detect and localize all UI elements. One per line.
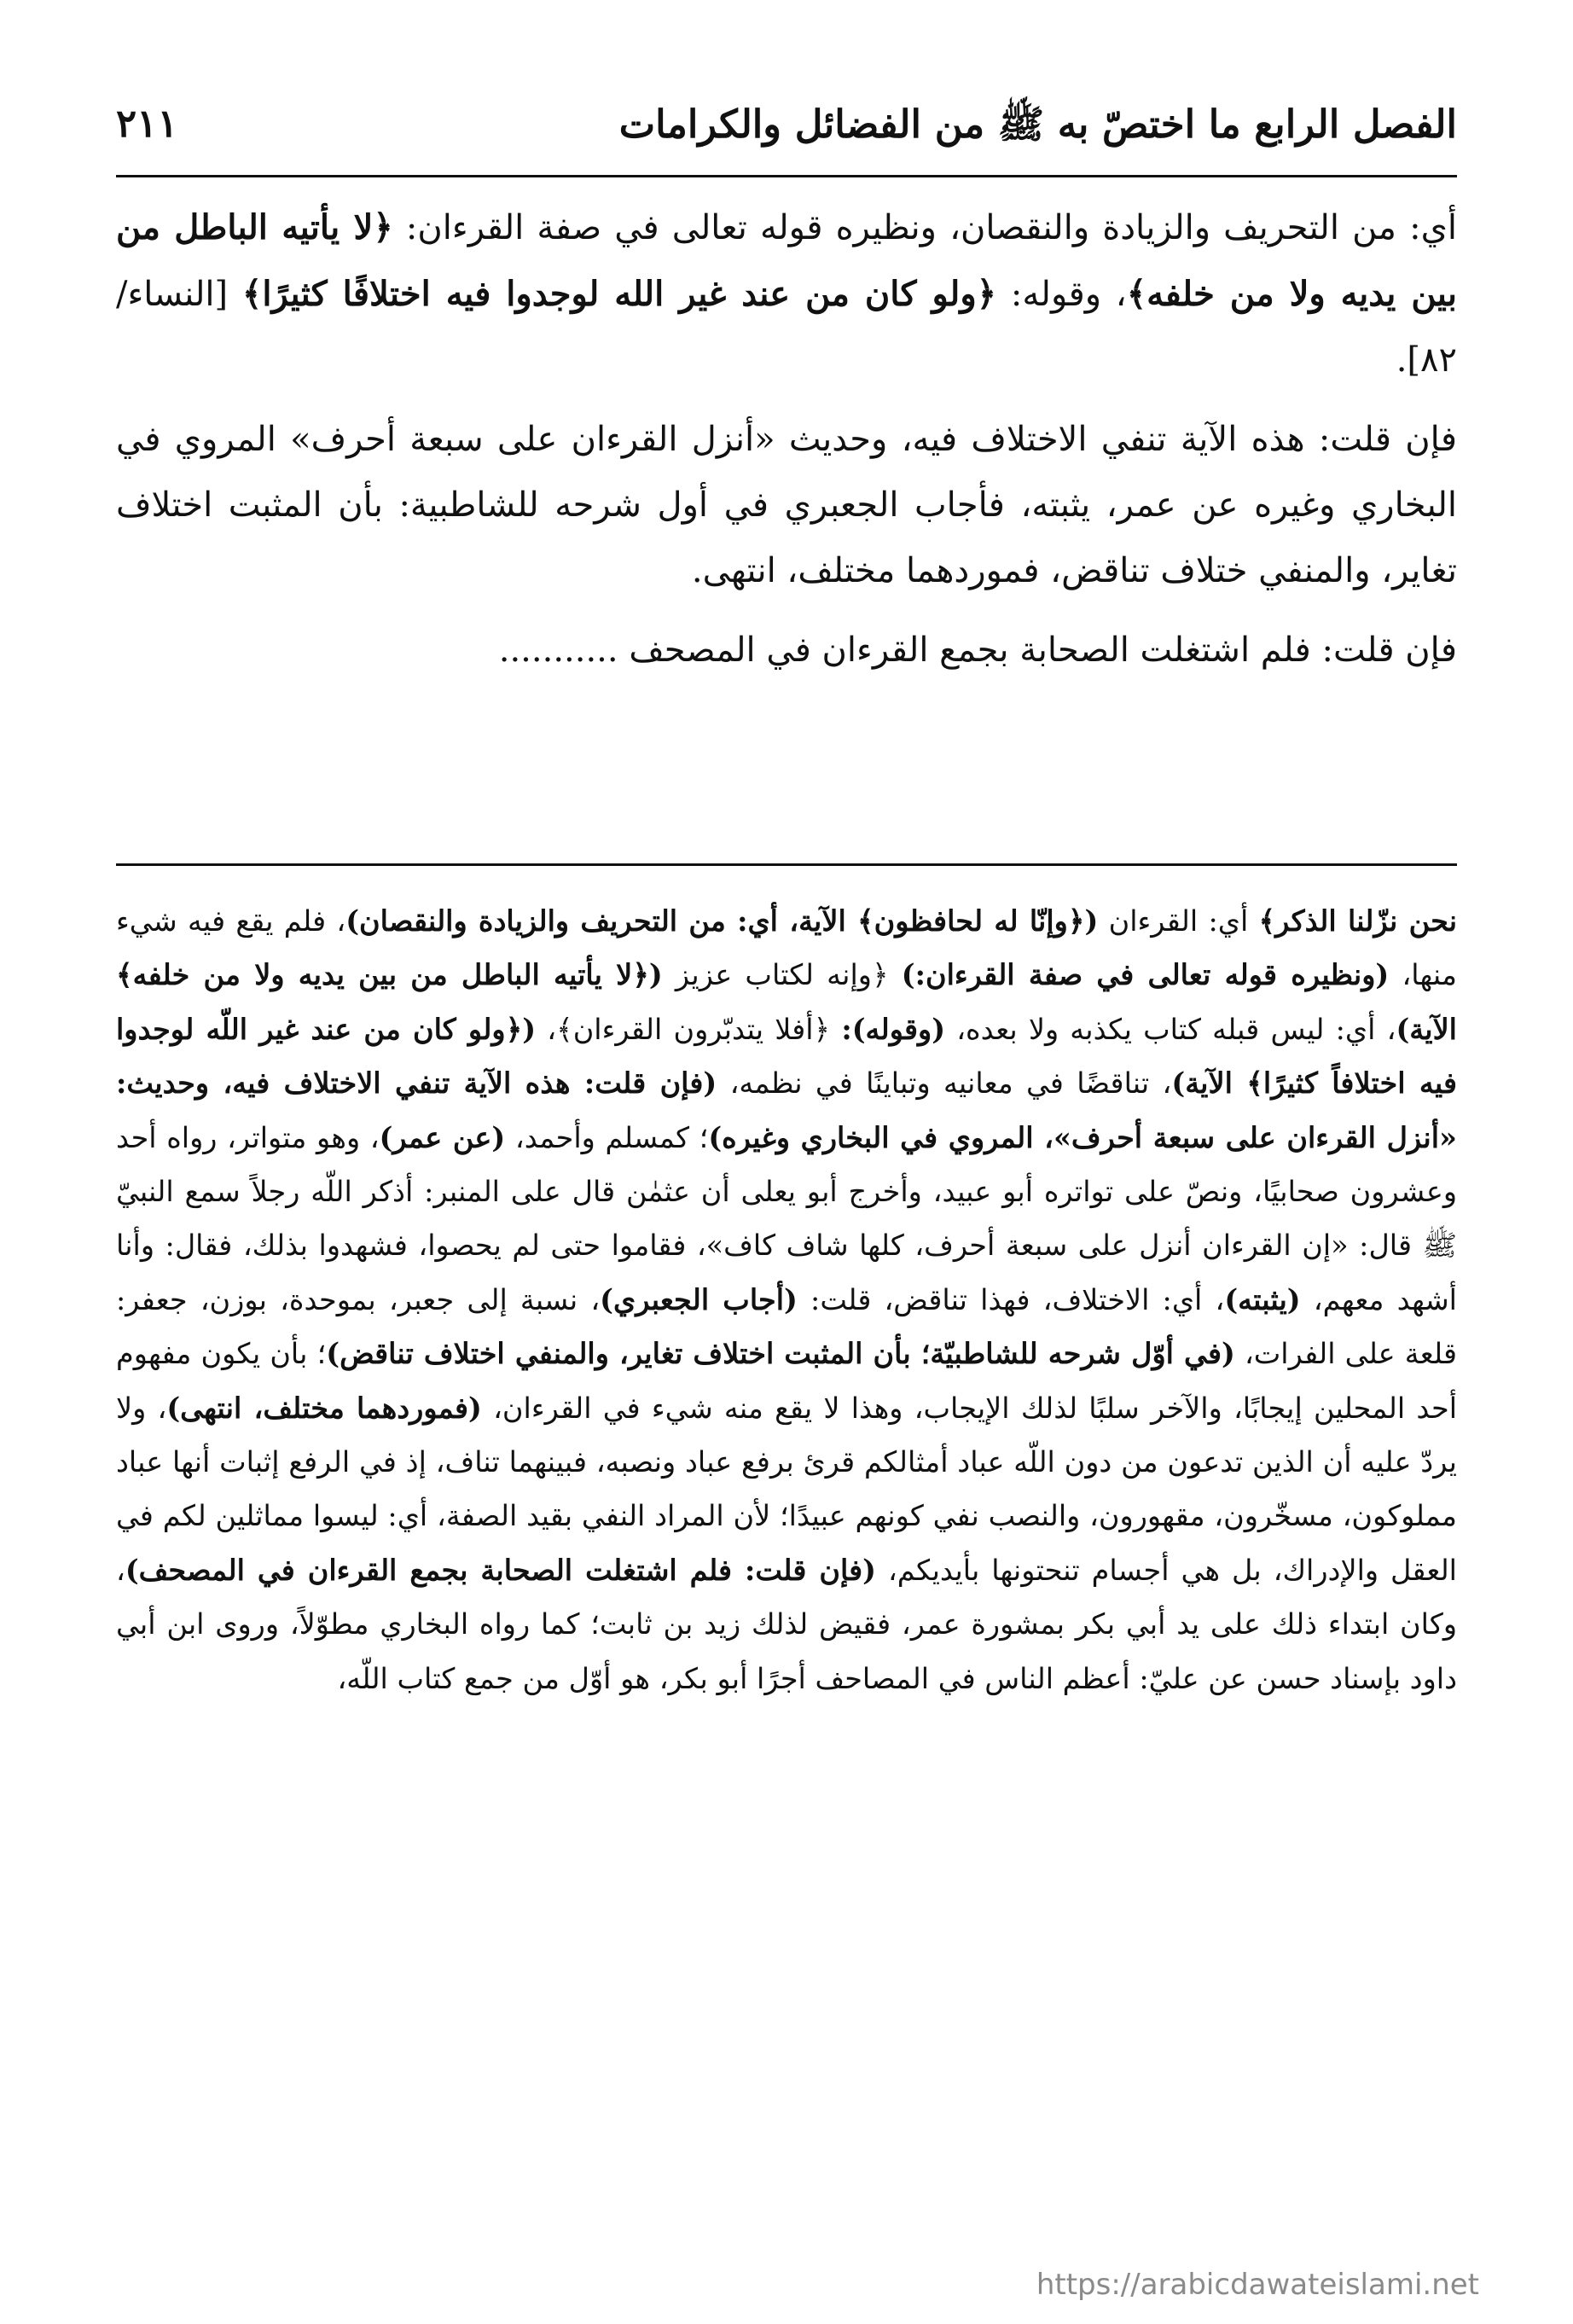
commentary-span: ، نسبة إلى جعبر، بموحدة، بوزن، جعفر: قلعة على الفرات، <box>116 1282 1457 1371</box>
main-paragraph-1 <box>116 195 1457 393</box>
section-divider <box>116 863 1457 866</box>
commentary-span: ، فلم يقع فيه شيء منها، <box>116 904 1457 992</box>
commentary-span: ، وهو متواتر، رواه أحد وعشرون صحابيًا، ونصّ على تواتره أبو عبيد، وأخرج أبو يعلى أن عثمٰن قال على المنبر: أذكر اللّه رجلاً سمع النبيّ ﷺ قال: «إن القرءان أنزل على سبعة أحرف، كلها شاف كاف»، فقاموا حتى لم يحصوا، فشهدوا بذلك، فقال: وأنا أشهد معهم، <box>116 1120 1457 1316</box>
commentary-span: أي: القرءان <box>1098 904 1259 938</box>
main-text-span: أي: من التحريف والزيادة والنقصان، ونظيره قوله تعالى في صفة القرءان: <box>392 208 1458 247</box>
main-paragraph-2: فإن قلت: هذه الآية تنفي الاختلاف فيه، وحديث «أنزل القرءان على سبعة أحرف» المروي في البخاري وغيره عن عمر، يثبته، فأجاب الجعبري في أول شرحه للشاطبية: بأن المثبت اختلاف تغاير، والمنفي ختلاف تناقض، فموردهما مختلف، انتهى. <box>116 420 1457 590</box>
header-rule <box>116 175 1457 177</box>
commentary-paragraph <box>116 894 1457 1705</box>
bold-quote: (فإن قلت: فلم اشتغلت الصحابة بجمع القرءان في المصحف) <box>125 1553 877 1587</box>
main-paragraph-3: فإن قلت: فلم اشتغلت الصحابة بجمع القرءان في المصحف ........... <box>498 630 1457 670</box>
commentary-span: ، أي: ليس قبله كتاب يكذبه ولا بعده، <box>945 1012 1396 1046</box>
commentary-text <box>116 894 1457 1705</box>
bold-quote: (يثبته) <box>1224 1282 1301 1316</box>
page-number: ٢١١ <box>116 101 178 146</box>
bold-quote: (عن عمر) <box>379 1120 506 1154</box>
commentary-span: ، ولا يردّ عليه أن الذين تدعون من دون اللّه عباد أمثالكم قرئ برفع عباد ونصبه، فبينهما تناف، إذ في الرفع إثبات أنها عباد مملوكون، مسخّرون، مقهورون، والنصب نفي كونهم عبيدًا؛ لأن المراد النفي بقيد الصفة، أي: ليسوا مماثلين لكم في العقل والإدراك، بل هي أجسام تنحتونها بأيديكم، <box>116 1391 1457 1587</box>
commentary-span: ؛ كمسلم وأحمد، <box>505 1120 709 1154</box>
main-text-span: ، وقوله: <box>996 275 1127 314</box>
main-text <box>116 195 1457 683</box>
bold-quote: (وقوله): <box>841 1012 946 1046</box>
bold-quote: (﴿لا يأتيه الباطل من بين يديه ولا من خلفه﴾ الآية) <box>116 958 1457 1046</box>
bold-quote: (﴿وإنّا له لحافظون﴾ الآية، أي: من التحريف والزيادة والنقصان) <box>345 904 1099 938</box>
bold-quote: (في أوّل شرحه للشاطبيّة؛ بأن المثبت اختلاف تغاير، والمنفي اختلاف تناقض) <box>326 1337 1235 1371</box>
bold-quote: نحن نزّلنا الذكر﴾ <box>1258 904 1458 938</box>
chapter-title: الفصل الرابع ما اختصّ به ﷺ من الفضائل والكرامات <box>618 102 1457 147</box>
commentary-span: ، أي: الاختلاف، فهذا تناقض، قلت: <box>797 1282 1225 1316</box>
bold-quote: (ونظيره قوله تعالى في صفة القرءان:) <box>901 958 1390 992</box>
commentary-span: ﴿أفلا يتدبّرون القرءان﴾، <box>536 1012 842 1046</box>
quran-reference: [النساء/٨٢]. <box>116 275 1457 380</box>
bold-quote: (أجاب الجعبري) <box>600 1282 798 1316</box>
commentary-span: ﴿وإنه لكتاب عزيز <box>662 958 902 992</box>
bold-quote: (فإن قلت: هذه الآية تنفي الاختلاف فيه، وحديث: «أنزل القرءان على سبعة أحرف»، المروي في البخاري وغيره) <box>116 1066 1457 1154</box>
quran-quote: ﴿ولو كان من عند غير الله لوجدوا فيه اختلافًا كثيرًا﴾ <box>241 274 997 314</box>
bold-quote: (﴿ولو كان من عند غير اللّه لوجدوا فيه اختلافاً كثيرًا﴾ الآية) <box>116 1012 1458 1101</box>
commentary-span: ، وكان ابتداء ذلك على يد أبي بكر بمشورة عمر، فقيض لذلك زيد بن ثابت؛ كما رواه البخاري مطوّلاً، وروى ابن أبي داود بإسناد حسن عن عليّ: أعظم الناس في المصاحف أجرًا أبو بكر، هو أوّل من جمع كتاب اللّه، <box>116 1553 1457 1695</box>
running-header <box>116 101 1457 162</box>
commentary-span: ، تناقضًا في معانيه وتباينًا في نظمه، <box>717 1066 1172 1101</box>
commentary-span: ؛ بأن يكون مفهوم أحد المحلين إيجابًا، والآخر سلبًا لذلك الإيجاب، وهذا لا يقع منه شيء في القرءان، <box>116 1337 1458 1425</box>
watermark-url: https://arabicdawateislami.net <box>1036 2268 1479 2302</box>
bold-quote: (فموردهما مختلف، انتهى) <box>166 1391 482 1425</box>
quran-quote: ﴿لا يأتيه الباطل من بين يديه ولا من خلفه﴾ <box>116 207 1457 314</box>
